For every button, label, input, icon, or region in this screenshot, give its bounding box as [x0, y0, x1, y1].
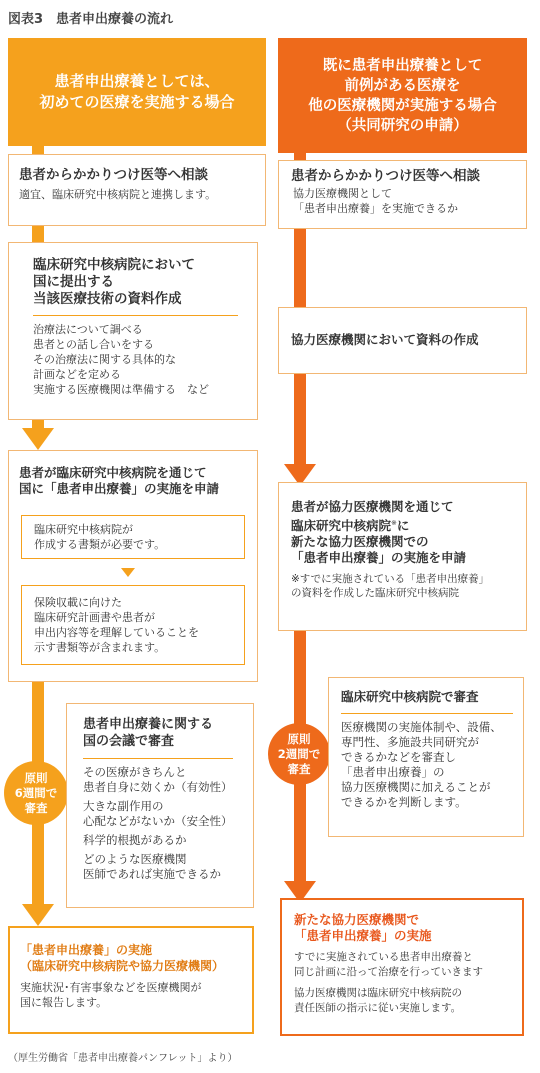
left-consult-title: 患者からかかりつけ医等へ相談 — [19, 167, 208, 183]
left-review-item-1: その医療がきちんと 患者自身に効くか（有効性） — [83, 765, 233, 794]
right-apply-note: ※すでに実施されている「患者申出療養」 の資料を作成した臨床研究中核病院 — [291, 573, 490, 600]
left-implement-box — [8, 926, 254, 1034]
left-apply-note-1-text: 臨床研究中核病院が 作成する書類が必要です。 — [34, 523, 166, 551]
left-apply-box — [8, 450, 258, 682]
left-implement-title: 「患者申出療養」の実施 （臨床研究中核病院や協力医療機関） — [20, 943, 225, 973]
left-implement-text: 実施状況･有害事象などを医療機関が 国に報告します。 — [20, 981, 202, 1009]
left-flow-line-1 — [32, 146, 44, 154]
left-flow-line-2 — [32, 226, 44, 242]
right-review-period-badge: 原則 2週間で 審査 — [268, 723, 330, 785]
right-consult-text: 協力医療機関として 「患者申出療養」を実施できるか — [293, 187, 458, 215]
right-prepare-title: 協力医療機関において資料の作成 — [291, 332, 479, 347]
right-consult-title: 患者からかかりつけ医等へ相談 — [291, 168, 480, 184]
left-header: 患者申出療養としては、 初めての医療を実施する場合 — [8, 38, 266, 146]
left-prepare-divider — [33, 315, 238, 316]
left-arrow-2 — [22, 904, 54, 928]
right-consult-box — [278, 160, 527, 229]
right-implement-text-2: 協力医療機関は臨床研究中核病院の 責任医師の指示に従い実施します。 — [294, 987, 462, 1014]
left-review-item-3: 科学的根拠があるか — [83, 833, 187, 847]
right-flow-line-3 — [294, 374, 306, 466]
left-apply-note-1 — [21, 515, 245, 559]
left-review-item-2: 大きな副作用の 心配などがないか（安全性） — [83, 799, 233, 828]
right-implement-text-1: すでに実施されている患者申出療養と 同じ計画に沿って治療を行っていきます — [294, 951, 483, 978]
figure-title: 図表3 患者申出療養の流れ — [8, 12, 174, 27]
right-apply-title-part-2: に 新たな協力医療機関での 「患者申出療養」の実施を申請 — [291, 518, 467, 566]
right-review-text: 医療機関の実施体制や、設備、 専門性、多施設共同研究が できるかなどを審査し 「患者申出療養」の 協力医療機関に加えることが できるかを判断します。 — [341, 720, 502, 809]
left-apply-note-2-text: 保険収載に向けた 臨床研究計画書や患者が 申出内容等を理解していることを 示す書類等が含まれます。 — [34, 596, 199, 654]
right-apply-footnote-mark: ※ — [391, 519, 397, 527]
right-review-title: 臨床研究中核病院で審査 — [341, 689, 479, 704]
left-review-period-badge: 原則 6週間で 審査 — [4, 761, 68, 825]
source-note: （厚生労働省「患者申出療養パンフレット」より） — [8, 1053, 238, 1064]
left-review-title: 患者申出療養に関する 国の会議で審査 — [83, 717, 214, 749]
right-apply-title — [291, 499, 520, 566]
left-prepare-title: 臨床研究中核病院において 国に提出する 当該医療技術の資料作成 — [33, 257, 195, 307]
right-review-divider — [341, 713, 513, 714]
left-consult-text: 適宜、臨床研究中核病院と連携します。 — [19, 188, 217, 201]
right-apply-box — [278, 482, 527, 631]
right-review-box — [328, 677, 524, 837]
left-arrow-1 — [22, 428, 54, 452]
right-header: 既に患者申出療養として 前例がある医療を 他の医療機関が実施する場合 （共同研究の申請） — [278, 38, 527, 153]
left-apply-title: 患者が臨床研究中核病院を通じて 国に「患者申出療養」の実施を申請 — [19, 465, 220, 496]
right-implement-box — [280, 898, 524, 1036]
left-apply-note-arrow — [121, 568, 135, 578]
left-consult-box — [8, 154, 266, 226]
left-prepare-text: 治療法について調べる 患者との話し合いをする その治療法に関する具体的な 計画などを定める 実施する医療機関は準備する など — [33, 323, 209, 396]
left-prepare-box — [8, 242, 258, 420]
right-flow-line-1 — [294, 153, 306, 160]
left-apply-note-2 — [21, 585, 245, 665]
right-implement-title: 新たな協力医療機関で 「患者申出療養」の実施 — [294, 912, 432, 943]
left-review-divider — [83, 758, 233, 759]
right-prepare-box — [278, 307, 527, 374]
right-flow-line-2 — [294, 229, 306, 307]
left-review-item-4: どのような医療機関 医師であれば実施できるか — [83, 852, 221, 881]
left-review-box — [66, 703, 254, 908]
right-apply-title-part-1: 患者が協力医療機関を通じて 臨床研究中核病院 — [291, 499, 454, 534]
